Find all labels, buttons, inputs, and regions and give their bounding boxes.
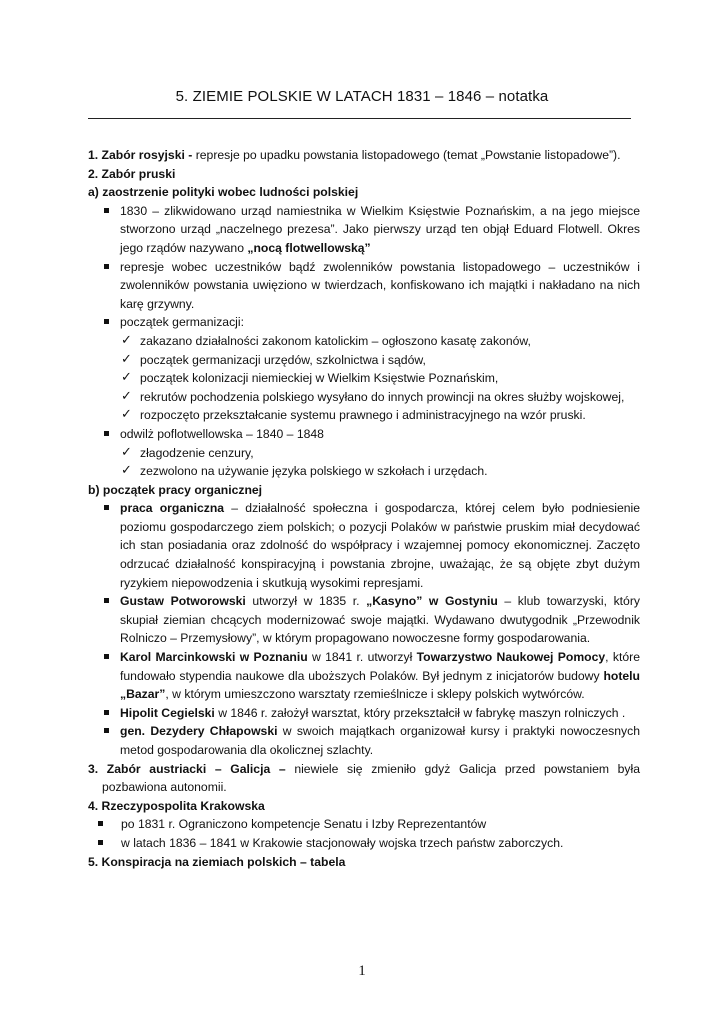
bullet-cegielski (88, 704, 640, 723)
bullet-flotwell (88, 202, 640, 258)
check-item-text: początek germanizacji urzędów, szkolnictwa i sądów, (140, 352, 426, 367)
check-item (88, 369, 640, 388)
bullet-flotwell-bold: „nocą flotwellowską” (247, 240, 371, 255)
section-2a-heading: a) zaostrzenie polityki wobec ludności polskiej (88, 185, 359, 200)
bold-term: Towarzystwo Naukowej Pomocy (416, 650, 606, 665)
checkmark-icon: ✓ (121, 332, 132, 348)
bold-term: Hipolit Cegielski (120, 705, 215, 720)
bullet-text: w 1841 r. utworzył (307, 650, 417, 665)
check-item-text: rekrutów pochodzenia polskiego wysyłano do innych prowincji na okres służby wojskowej, (140, 389, 625, 404)
bullet-text: – klub towarzyski, który skupiał ziemian chcących modernizować swoje majątki. Wydawano dwutygodnik „Przewodnik Rolniczo – Przemysłowy”, w którym propagowano nowoczesne formy gospodarowania. (120, 594, 640, 646)
check-item (88, 444, 640, 463)
section-2-heading: 2. Zabór pruski (88, 166, 176, 181)
checkmark-icon: ✓ (121, 351, 132, 367)
section-3-heading: 3. Zabór austriacki – Galicja – (88, 761, 286, 776)
check-item (88, 462, 640, 481)
checkmark-icon: ✓ (121, 407, 132, 423)
section-1-text: represje po upadku powstania listopadowego (temat „Powstanie listopadowe”). (192, 148, 621, 162)
check-item-text: rozpoczęto przekształcanie systemu prawnego i administracyjnego na wzór pruski. (140, 408, 586, 423)
section-3-text: niewiele się zmieniło gdyż Galicja przed powstaniem była pozbawiona autonomii. (102, 761, 641, 795)
section-4-heading: 4. Rzeczypospolita Krakowska (88, 798, 265, 813)
bullet-text: , które fundowało stypendia naukowe dla uboższych Polaków. Był jednym z inicjatorów budowy (120, 650, 640, 683)
check-item-text: początek kolonizacji niemieckiej w Wielkim Księstwie Poznańskim, (140, 371, 499, 386)
bullet-repressions: represje wobec uczestników bądź zwolenników powstania listopadowego – uczestników i zwolenników powstania uwięziono w twierdzach, konfiskowano ich majątki i nakładano na nich karę grzywny. (88, 258, 640, 314)
bold-term: gen. Dezydery Chłapowski (120, 724, 278, 739)
title-underline (88, 118, 631, 119)
note-content (88, 146, 640, 871)
bullet-organic-work (88, 499, 640, 592)
bullet-chlapowski (88, 722, 640, 759)
page-title: 5. ZIEMIE POLSKIE W LATACH 1831 – 1846 – notatka (175, 88, 549, 105)
section-1-heading: 1. Zabór rosyjski - (88, 148, 193, 162)
list-item-krakow: po 1831 r. Ograniczono kompetencje Senatu i Izby Reprezentantów (88, 815, 640, 834)
checkmark-icon: ✓ (121, 463, 132, 479)
bullet-germanization: początek germanizacji: (88, 313, 640, 332)
section-2b-heading: b) początek pracy organicznej (88, 482, 263, 497)
page-number: 1 (358, 963, 366, 979)
bold-term: Karol Marcinkowski w Poznaniu (120, 650, 308, 665)
section-3 (88, 760, 640, 797)
checkmark-icon: ✓ (121, 444, 132, 460)
checkmark-icon: ✓ (121, 370, 132, 386)
check-item (88, 406, 640, 425)
bullet-flotwell-text: 1830 – zlikwidowano urząd namiestnika w Wielkim Księstwie Poznańskim, a na jego miejsce stworzono urząd „naczelnego prezesa”. Jako pierwszy urząd ten objął Eduard Flotwell. Okres jego rządów nazywano (120, 203, 640, 255)
bold-term: „Kasyno” w Gostyniu (366, 594, 498, 609)
bullet-text: utworzył w 1835 r. (245, 594, 367, 609)
checkmark-icon: ✓ (121, 388, 132, 404)
bold-term: Gustaw Potworowski (120, 594, 246, 609)
check-item (88, 388, 640, 407)
bullet-text: – działalność społeczna i gospodarcza, której celem było podniesienie poziomu gospodarczego ziem polskich; o pozycji Polaków w państwie pruskim miał decydować ich stan posiadania oraz zdolność do współpracy i wzajemnej pomocy ekonomicznej. Zaczęto odrzucać działalność konspiracyjną i powstania zbrojne, uważając, że są objęte zbyt dużym ryzykiem niepowodzenia i skutkują wysokimi represjami. (120, 501, 640, 590)
bullet-text: , w którym umieszczono warsztaty rzemieślnicze i sklepy polskich wytwórców. (165, 687, 585, 702)
bold-term: praca organiczna (120, 501, 225, 516)
bullet-marcinkowski (88, 648, 640, 704)
check-item-text: złagodzenie cenzury, (140, 445, 254, 460)
check-item (88, 351, 640, 370)
list-item-krakow: w latach 1836 – 1841 w Krakowie stacjonowały wojska trzech państw zaborczych. (88, 834, 640, 853)
bullet-text: w 1846 r. założył warsztat, który przekształcił w fabrykę maszyn rolniczych . (214, 705, 626, 720)
section-1 (88, 146, 640, 165)
check-item-text: zezwolono na używanie języka polskiego w szkołach i urzędach. (140, 464, 488, 479)
section-5-heading: 5. Konspiracja na ziemiach polskich – tabela (88, 854, 346, 869)
bold-term: hotelu „Bazar” (120, 668, 640, 702)
check-item-text: zakazano działalności zakonom katolickim – ogłoszono kasatę zakonów, (140, 333, 531, 348)
check-item (88, 332, 640, 351)
bullet-thaw: odwilż poflotwellowska – 1840 – 1848 (88, 425, 640, 444)
bullet-potworowski (88, 592, 640, 648)
bullet-text: w swoich majątkach organizował kursy i praktyki nowoczesnych metod gospodarowania dla okolicznej szlachty. (120, 724, 640, 757)
